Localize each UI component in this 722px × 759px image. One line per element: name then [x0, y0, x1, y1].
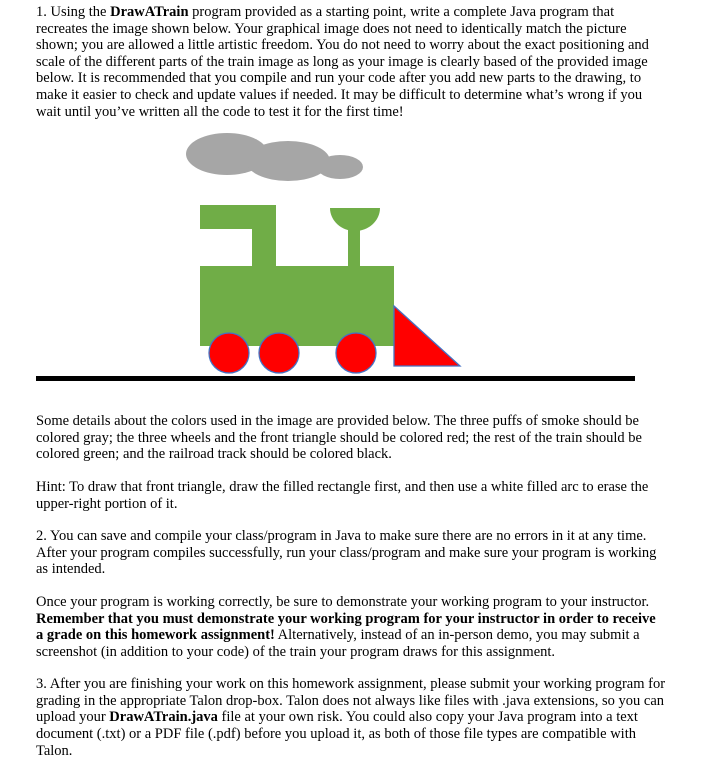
locomotive [200, 205, 460, 373]
assignment-document [36, 4, 666, 759]
p6-text-rest: file at your own risk. You could also copy your Java program into a text document (.txt) or a PDF file (.pdf) before you upload it, as both of those file types are compatible with Talon. [36, 709, 638, 759]
smoke-puff-right [317, 155, 363, 179]
smoke-puffs [186, 133, 363, 181]
instructions-paragraph-3 [36, 676, 666, 759]
wheel-front [209, 333, 249, 373]
smokestack-pipe [348, 222, 360, 268]
train-illustration [36, 132, 666, 396]
cowcatcher-triangle [394, 306, 460, 366]
program-name-bold: DrawATrain [110, 4, 189, 20]
wheel-middle [259, 333, 299, 373]
instructions-paragraph-1 [36, 4, 666, 120]
wheel-rear [336, 333, 376, 373]
instructions-paragraph-hint: Hint: To draw that front triangle, draw the filled rectangle first, and then use a white filled arc to erase the upper-right portion of it. [36, 478, 649, 512]
smoke-puff-middle [246, 141, 330, 181]
instructions-paragraph-demo [36, 594, 666, 660]
instructions-paragraph-2: 2. You can save and compile your class/program in Java to make sure there are no errors in it at any time. After your program compiles successfully, run your class/program and make sure your program is working as intended. [36, 528, 657, 578]
cab-post [252, 205, 276, 267]
p1-text-rest: program provided as a starting point, write a complete Java program that recreates the image shown below. Your graphical image does not need to identically match the picture shown; you are allowed a little artistic freedom. You do not need to worry about the exact positioning and scale of the different parts of the train image as long as your image is clearly based of the provided image below. It is recommended that you compile and run your code after you add new parts to the drawing, to make it easier to check and update values if needed. It may be difficult to determine what’s wrong if you wait until you’ve written all the code to test it for the first time! [36, 4, 649, 120]
p5-text-start: Once your program is working correctly, be sure to demonstrate your working program to your instructor. [36, 593, 650, 610]
p6-text-start: 3. After you are finishing your work on this homework assignment, please submit your working program for grading in the appropriate Talon drop-box. Talon does not always like files with .java extensions, so you can upload your [36, 676, 666, 726]
demo-requirement-bold: Remember that you must demonstrate your working program for your instructor in order to receive a grade on this homework assignment! [36, 610, 656, 644]
instructions-paragraph-colors: Some details about the colors used in the image are provided below. The three puffs of smoke should be colored gray; the three wheels and the front triangle should be colored red; the rest of the train should be colored green; and the railroad track should be colored black. [36, 413, 642, 463]
railroad-track [36, 376, 635, 381]
p1-text-start: 1. Using the [36, 4, 111, 20]
java-file-name-bold: DrawATrain.java [109, 709, 218, 726]
p5-text-rest: Alternatively, instead of an in-person demo, you may submit a screenshot (in addition to your code) of the train your program draws for this assignment. [36, 627, 640, 660]
